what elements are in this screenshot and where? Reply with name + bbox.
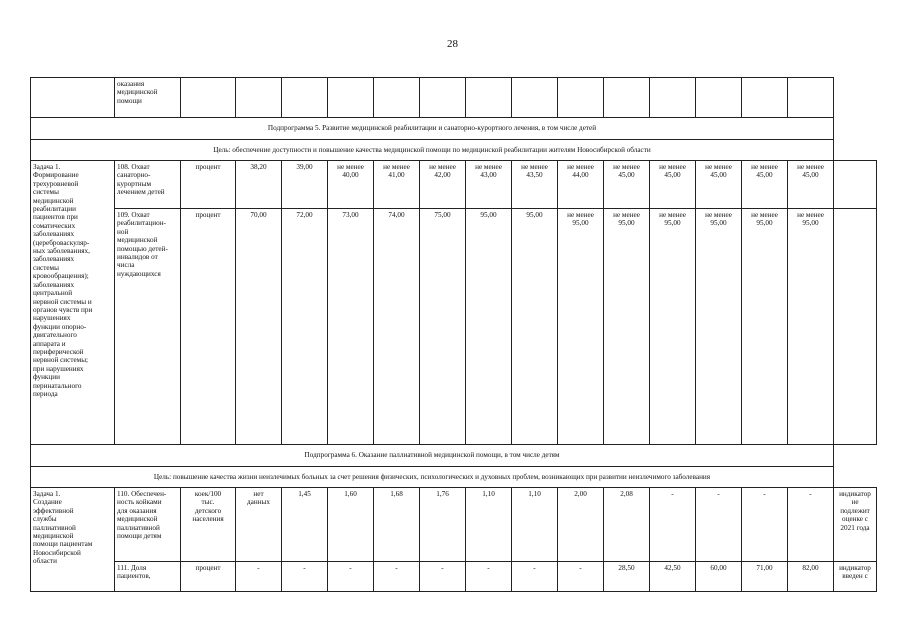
value-cell: - — [420, 562, 466, 592]
value-cell: - — [788, 488, 834, 562]
value-cell: - — [236, 562, 282, 592]
value-cell: 38,20 — [236, 161, 282, 209]
task-cell: Задача 1. Создание эффективной службы паллиативной медицинской помощи пациентам Новосибирской области — [31, 488, 115, 592]
value-cell: не менее 95,00 — [788, 209, 834, 445]
value-cell: 60,00 — [696, 562, 742, 592]
value-cell: 71,00 — [742, 562, 788, 592]
value-cell: - — [282, 562, 328, 592]
note-cell: индикатор не подлежит оценке с 2021 года — [834, 488, 877, 562]
table-row — [31, 488, 877, 562]
subprogram-5-title: Подпрограмма 5. Развитие медицинской реабилитации и санаторно-курортного лечения, в том числе детей — [31, 118, 834, 140]
unit-cell — [181, 78, 236, 118]
table-row — [31, 209, 877, 445]
note-cell — [834, 209, 877, 445]
goal-row — [31, 467, 877, 488]
note-cell — [834, 161, 877, 209]
value-cell: не менее 41,00 — [374, 161, 420, 209]
value-cell: 95,00 — [466, 209, 512, 445]
unit-cell: коек/100 тыс. детского населения — [181, 488, 236, 562]
subprogram-6-title: Подпрограмма 6. Оказание паллиативной медицинской помощи, в том числе детям — [31, 445, 834, 467]
subprogram-row — [31, 445, 877, 467]
value-cell: 42,50 — [650, 562, 696, 592]
value-cell: - — [742, 488, 788, 562]
indicators-table — [30, 77, 877, 592]
value-cell: 70,00 — [236, 209, 282, 445]
value-cell: 2,08 — [604, 488, 650, 562]
indicator-cell: 109. Охват реабилитацион- ной медицинской помощью детей- инвалидов от числа нуждающихся — [115, 209, 181, 445]
value-cell: 28,50 — [604, 562, 650, 592]
value-cell: не менее 95,00 — [558, 209, 604, 445]
value-cell: 1,10 — [466, 488, 512, 562]
indicator-cell: 110. Обеспечен- ность койками для оказания медицинской паллиативной помощи детям — [115, 488, 181, 562]
value-cell: не менее 45,00 — [788, 161, 834, 209]
value-cell: 39,00 — [282, 161, 328, 209]
value-cell: нет данных — [236, 488, 282, 562]
value-cell: 95,00 — [512, 209, 558, 445]
task-cell: Задача 1. Формирование трехуровневой системы медицинской реабилитации пациентов при соматических заболеваниях (цереброваскуляр- ных заболеваниях, заболеваниях системы кровообращения); заболеваниях центральной нервной системы и органов чувств при нарушениях функции опорно- двигательного аппарата и периферической нервной системы; при нарушениях функции перинатального периода — [31, 161, 115, 445]
page-number: 28 — [447, 38, 458, 50]
value-cell: не менее 95,00 — [604, 209, 650, 445]
value-cell: - — [328, 562, 374, 592]
value-cell: не менее 45,00 — [696, 161, 742, 209]
value-cell: - — [512, 562, 558, 592]
value-cell: не менее 95,00 — [650, 209, 696, 445]
value-cell: 82,00 — [788, 562, 834, 592]
subprogram-5-goal: Цель: обеспечение доступности и повышение качества медицинской помощи по медицинской реабилитации жителям Новосибирской области — [31, 140, 834, 161]
value-cell: не менее 40,00 — [328, 161, 374, 209]
value-cell: не менее 45,00 — [604, 161, 650, 209]
value-cell: 74,00 — [374, 209, 420, 445]
note-cell: индикатор введен с — [834, 562, 877, 592]
unit-cell: процент — [181, 209, 236, 445]
value-cell: 75,00 — [420, 209, 466, 445]
indicator-cell: 108. Охват санаторно- курортным лечением детей — [115, 161, 181, 209]
value-cell: 72,00 — [282, 209, 328, 445]
value-cell: - — [466, 562, 512, 592]
indicator-cell: оказания медицинской помощи — [115, 78, 181, 118]
table-row — [31, 161, 877, 209]
value-cell: 1,76 — [420, 488, 466, 562]
value-cell: не менее 95,00 — [742, 209, 788, 445]
value-cell: - — [696, 488, 742, 562]
value-cell: - — [374, 562, 420, 592]
value-cell: не менее 45,00 — [742, 161, 788, 209]
table-row — [31, 562, 877, 592]
table-row — [31, 78, 877, 118]
goal-row — [31, 140, 877, 161]
value-cell: не менее 42,00 — [420, 161, 466, 209]
value-cell: не менее 43,00 — [466, 161, 512, 209]
value-cell: 1,45 — [282, 488, 328, 562]
value-cell: - — [650, 488, 696, 562]
value-cell: не менее 43,50 — [512, 161, 558, 209]
value-cell: 73,00 — [328, 209, 374, 445]
value-cell: не менее 44,00 — [558, 161, 604, 209]
subprogram-6-goal: Цель: повышение качества жизни неизлечимых больных за счет решения физических, психологических и духовных проблем, возникающих при развитии неизлечимого заболевания — [31, 467, 834, 488]
indicator-cell: 111. Доля пациентов, — [115, 562, 181, 592]
value-cell: не менее 45,00 — [650, 161, 696, 209]
unit-cell: процент — [181, 161, 236, 209]
value-cell: - — [558, 562, 604, 592]
value-cell: не менее 95,00 — [696, 209, 742, 445]
value-cell: 2,00 — [558, 488, 604, 562]
task-cell — [31, 78, 115, 118]
value-cell: 1,60 — [328, 488, 374, 562]
value-cell: 1,68 — [374, 488, 420, 562]
subprogram-row — [31, 118, 877, 140]
value-cell: 1,10 — [512, 488, 558, 562]
unit-cell: процент — [181, 562, 236, 592]
